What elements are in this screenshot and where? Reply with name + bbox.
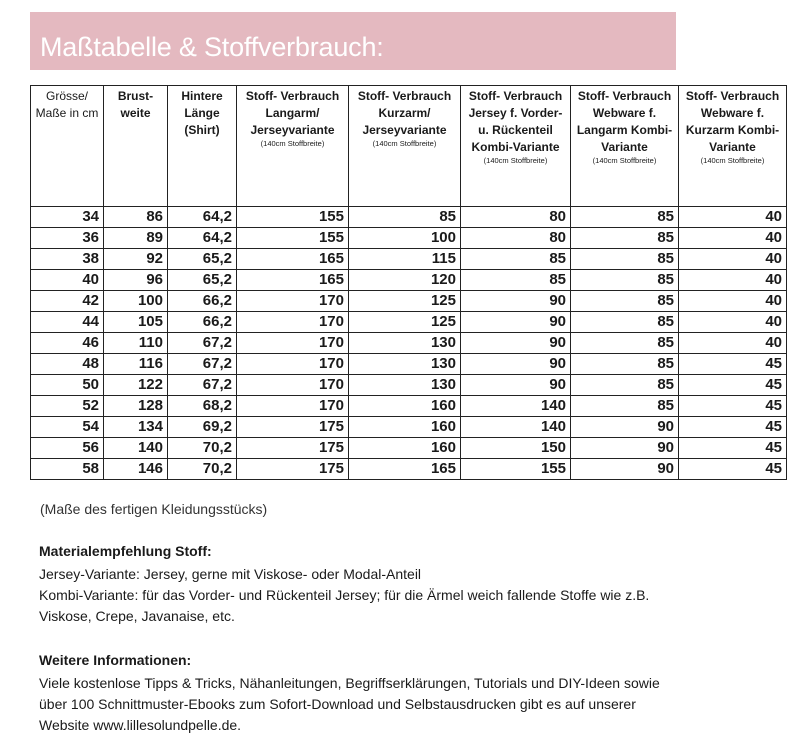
table-cell: 65,2 [168,249,237,270]
table-cell: 175 [237,459,349,480]
table-row [31,312,787,333]
header-fabric-shortsleeve-jersey: Stoff- Verbrauch Kurzarm/ Jerseyvariante (140cm Stoffbreite) [349,86,461,207]
table-caption: (Maße des fertigen Kleidungsstücks) [40,501,268,517]
table-cell: 85 [461,249,571,270]
table-cell: 64,2 [168,207,237,228]
table-cell: 44 [31,312,104,333]
table-row [31,438,787,459]
table-cell: 46 [31,333,104,354]
table-row [31,417,787,438]
table-cell: 68,2 [168,396,237,417]
table-cell: 160 [349,438,461,459]
table-cell: 90 [571,459,679,480]
table-cell: 175 [237,417,349,438]
info-line: Viele kostenlose Tipps & Tricks, Nähanleitungen, Begriffserklärungen, Tutorials und DIY-Ideen sowie [39,675,660,691]
size-table [30,85,787,480]
table-cell: 90 [461,291,571,312]
table-cell: 85 [571,396,679,417]
table-cell: 67,2 [168,375,237,396]
table-cell: 45 [679,354,787,375]
table-cell: 96 [104,270,168,291]
table-row [31,459,787,480]
table-cell: 70,2 [168,459,237,480]
table-cell: 45 [679,438,787,459]
table-cell: 155 [237,207,349,228]
table-cell: 160 [349,396,461,417]
table-cell: 165 [237,249,349,270]
table-cell: 130 [349,375,461,396]
table-cell: 160 [349,417,461,438]
table-cell: 85 [349,207,461,228]
table-cell: 42 [31,291,104,312]
material-line: Jersey-Variante: Jersey, gerne mit Viskose- oder Modal-Anteil [39,566,422,582]
title-banner [30,12,676,70]
header-chest-width: Brust- weite [104,86,168,207]
table-cell: 125 [349,312,461,333]
table-cell: 38 [31,249,104,270]
table-cell: 140 [461,417,571,438]
table-cell: 50 [31,375,104,396]
table-cell: 69,2 [168,417,237,438]
table-cell: 85 [571,375,679,396]
table-cell: 146 [104,459,168,480]
table-cell: 90 [461,354,571,375]
table-cell: 175 [237,438,349,459]
table-cell: 67,2 [168,333,237,354]
table-cell: 134 [104,417,168,438]
table-cell: 155 [237,228,349,249]
table-cell: 90 [461,375,571,396]
table-cell: 45 [679,396,787,417]
table-cell: 52 [31,396,104,417]
table-cell: 89 [104,228,168,249]
table-row [31,270,787,291]
table-cell: 110 [104,333,168,354]
header-fabric-woven-longsleeve: Stoff- Verbrauch Webware f. Langarm Kombi-Variante (140cm Stoffbreite) [571,86,679,207]
table-cell: 45 [679,375,787,396]
table-cell: 85 [571,270,679,291]
table-cell: 150 [461,438,571,459]
table-cell: 58 [31,459,104,480]
table-cell: 80 [461,228,571,249]
table-cell: 125 [349,291,461,312]
table-cell: 40 [679,228,787,249]
table-cell: 115 [349,249,461,270]
table-cell: 64,2 [168,228,237,249]
table-cell: 65,2 [168,270,237,291]
table-cell: 170 [237,312,349,333]
header-fabric-woven-shortsleeve: Stoff- Verbrauch Webware f. Kurzarm Kombi-Variante (140cm Stoffbreite) [679,86,787,207]
table-cell: 56 [31,438,104,459]
table-cell: 122 [104,375,168,396]
table-cell: 85 [571,333,679,354]
table-cell: 85 [571,291,679,312]
table-cell: 40 [679,333,787,354]
table-row [31,291,787,312]
material-heading: Materialempfehlung Stoff: [39,543,212,559]
table-cell: 130 [349,333,461,354]
table-cell: 40 [31,270,104,291]
table-cell: 45 [679,459,787,480]
header-back-length: Hintere Länge (Shirt) [168,86,237,207]
table-row [31,375,787,396]
header-fabric-longsleeve-jersey: Stoff- Verbrauch Langarm/ Jerseyvariante (140cm Stoffbreite) [237,86,349,207]
table-cell: 48 [31,354,104,375]
table-cell: 90 [571,438,679,459]
table-cell: 34 [31,207,104,228]
header-fabric-jersey-front-back: Stoff- Verbrauch Jersey f. Vorder- u. Rückenteil Kombi-Variante (140cm Stoffbreite) [461,86,571,207]
page-title: Maßtabelle & Stoffverbrauch: [40,32,384,62]
material-line: Viskose, Crepe, Javanaise, etc. [39,608,235,624]
table-cell: 36 [31,228,104,249]
table-row [31,354,787,375]
table-cell: 80 [461,207,571,228]
table-cell: 165 [349,459,461,480]
table-cell: 170 [237,291,349,312]
table-cell: 85 [571,228,679,249]
table-cell: 70,2 [168,438,237,459]
table-row [31,207,787,228]
table-cell: 90 [571,417,679,438]
table-cell: 130 [349,354,461,375]
table-row [31,396,787,417]
table-row [31,333,787,354]
table-cell: 67,2 [168,354,237,375]
table-cell: 40 [679,207,787,228]
table-cell: 116 [104,354,168,375]
info-heading: Weitere Informationen: [39,652,192,668]
info-line: Website www.lillesolundpelle.de. [39,717,242,733]
table-cell: 40 [679,291,787,312]
table-cell: 66,2 [168,312,237,333]
header-size: Grösse/ Maße in cm [31,86,104,207]
table-cell: 100 [349,228,461,249]
table-cell: 85 [571,207,679,228]
table-cell: 85 [571,249,679,270]
table-row [31,228,787,249]
table-cell: 66,2 [168,291,237,312]
table-cell: 85 [571,312,679,333]
table-cell: 90 [461,312,571,333]
table-cell: 120 [349,270,461,291]
table-cell: 170 [237,396,349,417]
table-cell: 45 [679,417,787,438]
table-cell: 40 [679,312,787,333]
table-cell: 40 [679,270,787,291]
table-cell: 128 [104,396,168,417]
table-cell: 170 [237,333,349,354]
table-cell: 170 [237,354,349,375]
table-cell: 40 [679,249,787,270]
table-cell: 140 [104,438,168,459]
table-cell: 105 [104,312,168,333]
table-row [31,249,787,270]
table-cell: 92 [104,249,168,270]
table-cell: 85 [461,270,571,291]
table-cell: 140 [461,396,571,417]
table-header-row [31,86,787,207]
table-cell: 165 [237,270,349,291]
table-cell: 170 [237,375,349,396]
table-cell: 100 [104,291,168,312]
table-cell: 86 [104,207,168,228]
material-line: Kombi-Variante: für das Vorder- und Rückenteil Jersey; für die Ärmel weich fallende Stoffe wie z.B. [39,587,650,603]
table-cell: 90 [461,333,571,354]
table-body [31,207,787,480]
info-line: über 100 Schnittmuster-Ebooks zum Sofort-Download und Selbstausdrucken gibt es auf unserer [39,696,636,712]
table-cell: 155 [461,459,571,480]
table-cell: 85 [571,354,679,375]
table-cell: 54 [31,417,104,438]
